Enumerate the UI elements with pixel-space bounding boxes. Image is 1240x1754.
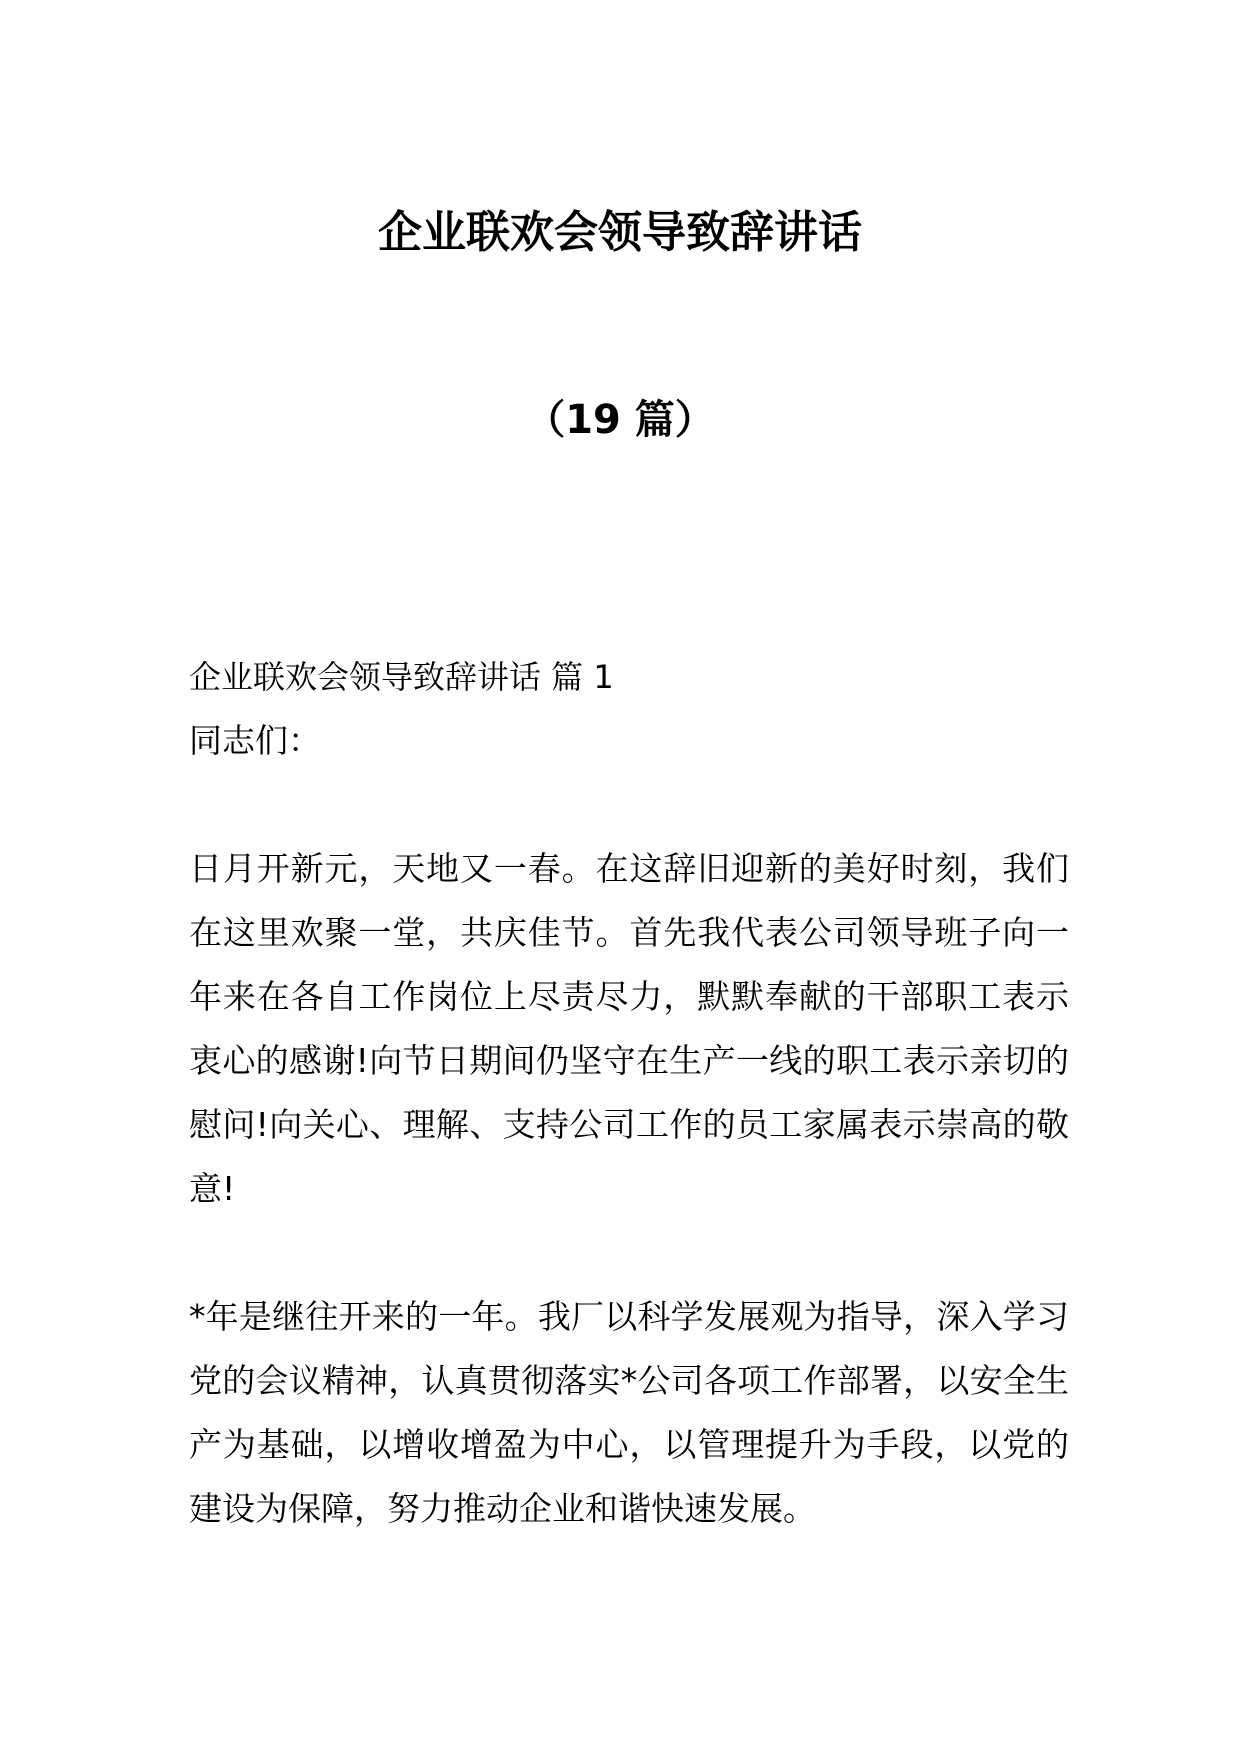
salutation: 同志们： (189, 721, 321, 760)
paragraph-spacer (189, 773, 1069, 837)
document-title: 企业联欢会领导致辞讲话 (378, 207, 862, 258)
body-paragraph: *年是继往开来的一年。我厂以科学发展观为指导，深入学习党的会议精神，认真贯彻落实*公司各项工作部署，以安全生产为基础，以增收增盈为中心，以管理提升为手段，以党的建设为保障，努力推动企业和谐快速发展。 (189, 1297, 1069, 1528)
section-heading: 企业联欢会领导致辞讲话 篇 1 (189, 658, 614, 696)
paragraph-spacer (189, 1221, 1069, 1285)
body-paragraph: 日月开新元，天地又一春。在这辞旧迎新的美好时刻，我们在这里欢聚一堂，共庆佳节。首先我代表公司领导班子向一年来在各自工作岗位上尽责尽力，默默奉献的干部职工表示衷心的感谢!向节日期间仍坚守在生产一线的职工表示亲切的慰问!向关心、理解、支持公司工作的员工家属表示崇高的敬意! (189, 849, 1069, 1208)
document-body (189, 645, 1069, 1541)
document-subtitle: （19 篇） (525, 397, 715, 443)
